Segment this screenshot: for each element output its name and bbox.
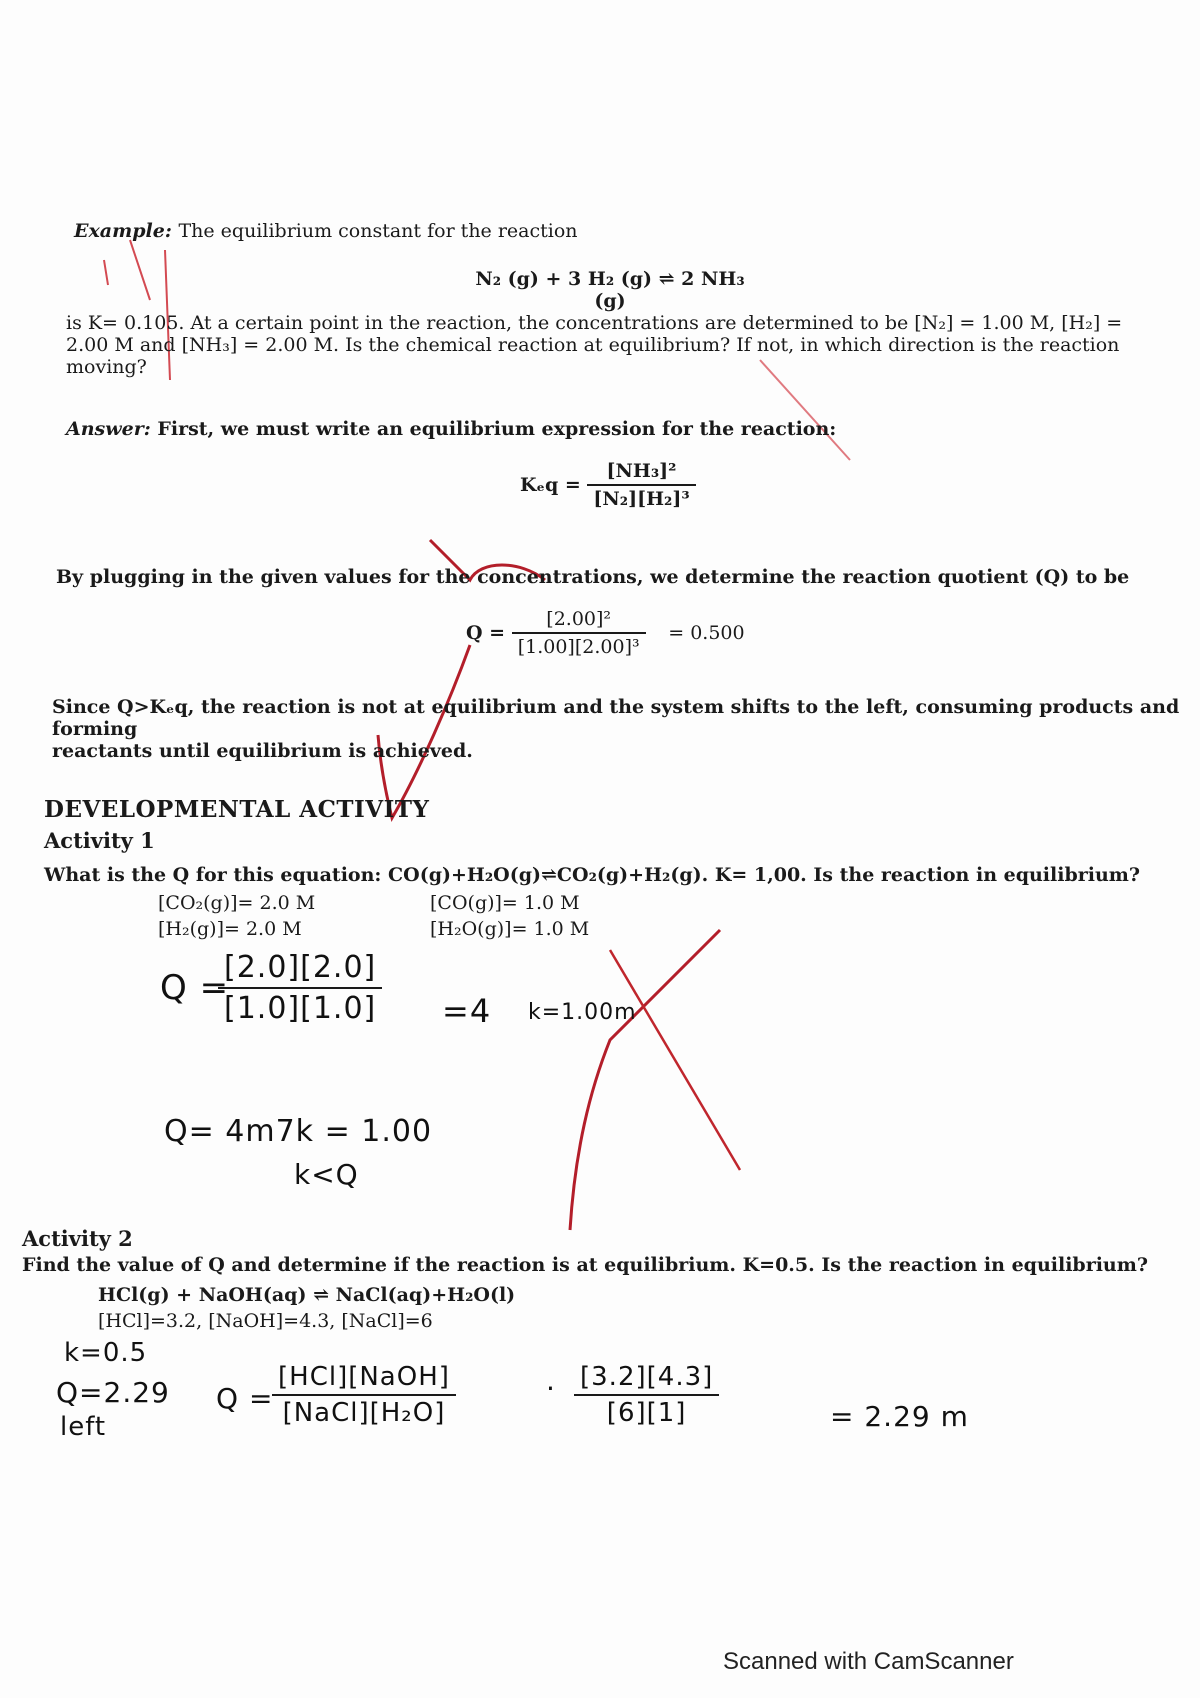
plug-text: By plugging in the given values for the concentrations, we determine the reaction quotient (Q) to be: [56, 566, 1130, 588]
keq-fraction: [587, 460, 695, 510]
answer-label: Answer:: [66, 418, 151, 440]
red-check-long: [570, 930, 720, 1230]
example-problem: [66, 312, 1176, 378]
problem-line-3: moving?: [66, 356, 147, 378]
example-intro-text: The equilibrium constant for the reaction: [178, 220, 578, 242]
keq-numerator: [NH₃]²: [587, 460, 695, 486]
conclusion-line-1: Since Q>Kₑq, the reaction is not at equilibrium and the system shifts to the left, consuming products and forming: [52, 696, 1180, 740]
hw-a2-left: left: [60, 1412, 107, 1442]
hw-a2-num1: [HCl][NaOH]: [272, 1362, 456, 1396]
red-cross-mark: [610, 950, 740, 1170]
hw-a1-k: k=1.00m: [528, 1000, 637, 1025]
hw-a1-num: [2.0][2.0]: [218, 950, 382, 989]
hw-a2-num2: [3.2][4.3]: [574, 1362, 719, 1396]
activity1-question: What is the Q for this equation: CO(g)+H₂O(g)⇌CO₂(g)+H₂(g). K= 1,00. Is the reaction in equilibrium?: [44, 864, 1141, 886]
q-expression: [466, 608, 745, 658]
hw-a1-line2: Q= 4m7k = 1.00: [164, 1114, 433, 1149]
activity2-concs: [HCl]=3.2, [NaOH]=4.3, [NaCl]=6: [98, 1310, 433, 1332]
conclusion: [52, 696, 1182, 762]
q-numerator: [2.00]²: [512, 608, 646, 634]
answer-intro-text: First, we must write an equilibrium expression for the reaction:: [157, 418, 837, 440]
hw-a2-result: = 2.29 m: [830, 1400, 969, 1433]
problem-line-2: 2.00 M and [NH₃] = 2.00 M. Is the chemical reaction at equilibrium? If not, in which direction is the reaction: [66, 334, 1120, 356]
q-lhs: Q =: [466, 622, 506, 644]
hw-a1-fraction: [218, 950, 382, 1026]
hw-a1-den: [1.0][1.0]: [224, 991, 377, 1026]
hw-a2-k: k=0.5: [64, 1338, 148, 1368]
example-reaction: N₂ (g) + 3 H₂ (g) ⇌ 2 NH₃ (g): [475, 268, 745, 312]
developmental-heading: DEVELOPMENTAL ACTIVITY: [44, 796, 430, 823]
answer-intro: [66, 418, 836, 440]
hw-a2-q-label: Q =: [216, 1382, 274, 1415]
hw-a2-den1: [NaCl][H₂O]: [282, 1398, 446, 1428]
hw-a2-fraction2: [574, 1362, 719, 1428]
hw-a2-fraction1: [272, 1362, 456, 1428]
keq-denominator: [N₂][H₂]³: [593, 488, 690, 510]
keq-expression: [520, 460, 696, 510]
conc-co: [CO(g)]= 1.0 M: [430, 892, 580, 914]
hw-a2-den2: [6][1]: [606, 1398, 687, 1428]
activity2-question: Find the value of Q and determine if the reaction is at equilibrium. K=0.5. Is the reaction in equilibrium?: [22, 1254, 1148, 1276]
activity1-title: Activity 1: [44, 828, 155, 853]
activity2-title: Activity 2: [22, 1226, 133, 1251]
example-label: Example:: [74, 220, 172, 242]
example-intro: [74, 220, 578, 242]
hw-a1-line3: k<Q: [294, 1158, 359, 1191]
camscanner-watermark: Scanned with CamScanner: [723, 1648, 1014, 1675]
conc-co2: [CO₂(g)]= 2.0 M: [158, 892, 316, 914]
hw-a2-dot: ·: [546, 1372, 556, 1405]
hw-a1-eq4: =4: [442, 992, 492, 1030]
conclusion-line-2: reactants until equilibrium is achieved.: [52, 740, 473, 762]
q-result: = 0.500: [668, 622, 745, 644]
problem-line-1: is K= 0.105. At a certain point in the reaction, the concentrations are determined to be [N₂] = 1.00 M, [H₂] =: [66, 312, 1123, 334]
q-fraction: [512, 608, 646, 658]
hw-a2-q: Q=2.29: [56, 1376, 170, 1409]
activity2-reaction: HCl(g) + NaOH(aq) ⇌ NaCl(aq)+H₂O(l): [98, 1284, 516, 1306]
keq-lhs: Kₑq =: [520, 474, 581, 496]
q-denominator: [1.00][2.00]³: [517, 636, 640, 658]
conc-h2: [H₂(g)]= 2.0 M: [158, 918, 302, 940]
conc-h2o: [H₂O(g)]= 1.0 M: [430, 918, 590, 940]
hw-a1-q-label: Q =: [160, 968, 230, 1008]
